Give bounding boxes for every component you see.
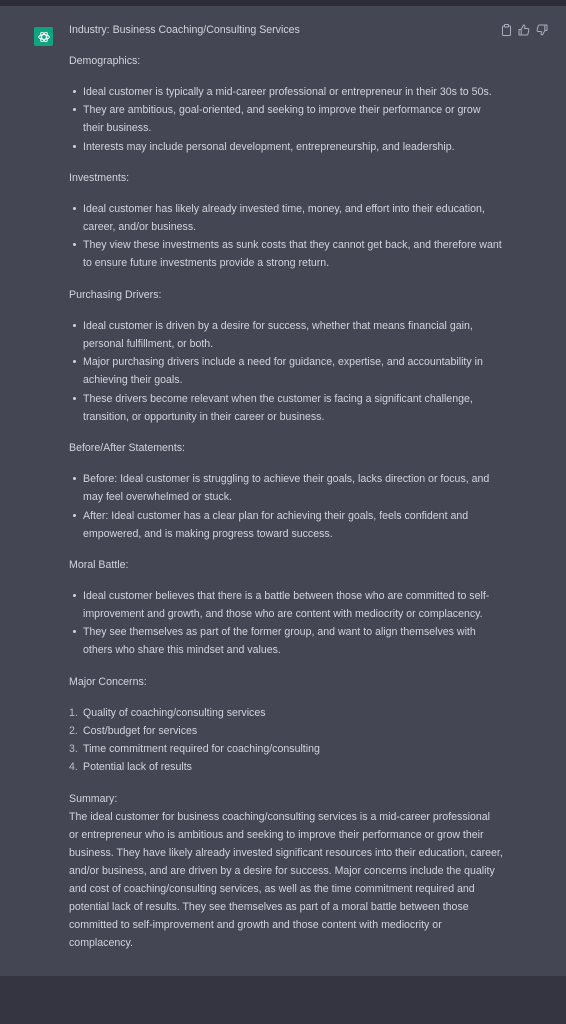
list-item: These drivers become relevant when the customer is facing a significant challenge, transition, or opportunity in their career or business.	[83, 390, 503, 426]
list-item: Ideal customer has likely already invested time, money, and effort into their education, career, and/or business.	[83, 200, 503, 236]
list-item: Before: Ideal customer is struggling to achieve their goals, lacks direction or focus, and may feel overwhelmed or stuck.	[83, 470, 503, 506]
clipboard-icon[interactable]	[499, 23, 513, 37]
bottom-area	[0, 976, 566, 1024]
list-item: Ideal customer is typically a mid-career professional or entrepreneur in their 30s to 50s.	[83, 83, 503, 101]
assistant-message: Industry: Business Coaching/Consulting Services Demographics: Ideal customer is typically a mid-career professional or entrepreneur in their 30s to 50s. They are ambitious, goal-oriented, and seeking to improve their performance or grow their business. Interests may include personal development, entrepreneurship, and leadership. Investments: Ideal customer has likely already invested time, money, and effort into their education, career, and/or business. They view these investments as sunk costs that they cannot get back, and therefore want to ensure future investments provide a strong return. Purchasing Drivers: Ideal customer is driven by a desire for success, whether that means financial gain, personal fulfillment, or both. Major purchasing drivers include a need for guidance, expertise, and accountability in achieving their goals. These drivers become relevant when the customer is facing a significant challenge, transition, or opportunity in their career or business. Before/After Statements: Before: Ideal customer is struggling to achieve their goals, lacks direction or focus, and may feel overwhelmed or stuck. After: Ideal customer has a clear plan for achieving their goals, feels confident and empowered, and is making progress toward success. Moral Battle: Ideal customer believes that there is a battle between those who are committed to self- improvement and growth, and those who are content with mediocrity or complacency. They see themselves as part of the former group, and want to align themselves with others who share this mindset and values. Major Concerns: 1. Quality of coaching/consulting services 2. Cost/budget for services 3. Time commitment required for coaching/consulting 4. Potential lack of results Summary: The ideal customer for business coaching/consulting services is a mid-career professional or entrepreneur who is ambitious and seeking to improve their performance or grow their business. They have likely already invested significant resources into their education, career, and/or business, and are driven by a desire for success. Major concerns include the quality and cost of coaching/consulting services, as well as the time commitment required and potential lack of results. They see themselves as part of a moral battle between those committed to self-improvement and growth and those content with mediocrity or complacency.	[0, 6, 566, 976]
list-item: They see themselves as part of the former group, and want to align themselves with others who share this mindset and values.	[83, 623, 503, 659]
message-actions	[499, 23, 549, 37]
section-heading: Purchasing Drivers:	[69, 289, 162, 301]
list-item: They are ambitious, goal-oriented, and seeking to improve their performance or grow their business.	[83, 101, 503, 137]
list-item: Major purchasing drivers include a need for guidance, expertise, and accountability in achieving their goals.	[83, 353, 503, 389]
section-heading: Investments:	[69, 172, 130, 184]
section-heading: Before/After Statements:	[69, 442, 185, 454]
list-item: Ideal customer believes that there is a battle between those who are committed to self- improvement and growth, and those who are content with mediocrity or complacency.	[83, 587, 503, 623]
openai-logo-icon	[34, 27, 53, 46]
industry-line: Industry: Business Coaching/Consulting Services	[69, 24, 300, 36]
list-item: Ideal customer is driven by a desire for success, whether that means financial gain, personal fulfillment, or both.	[83, 317, 503, 353]
section-heading: Major Concerns:	[69, 676, 147, 688]
section-heading: Moral Battle:	[69, 559, 129, 571]
list-item: After: Ideal customer has a clear plan for achieving their goals, feels confident and empowered, and is making progress toward success.	[83, 507, 503, 543]
list-item: They view these investments as sunk costs that they cannot get back, and therefore want to ensure future investments provide a strong return.	[83, 236, 503, 272]
section-heading: Demographics:	[69, 55, 141, 67]
thumbs-down-icon[interactable]	[535, 23, 549, 37]
thumbs-up-icon[interactable]	[517, 23, 531, 37]
list-item: Interests may include personal development, entrepreneurship, and leadership.	[83, 138, 503, 156]
section-heading: Summary:	[69, 793, 118, 805]
